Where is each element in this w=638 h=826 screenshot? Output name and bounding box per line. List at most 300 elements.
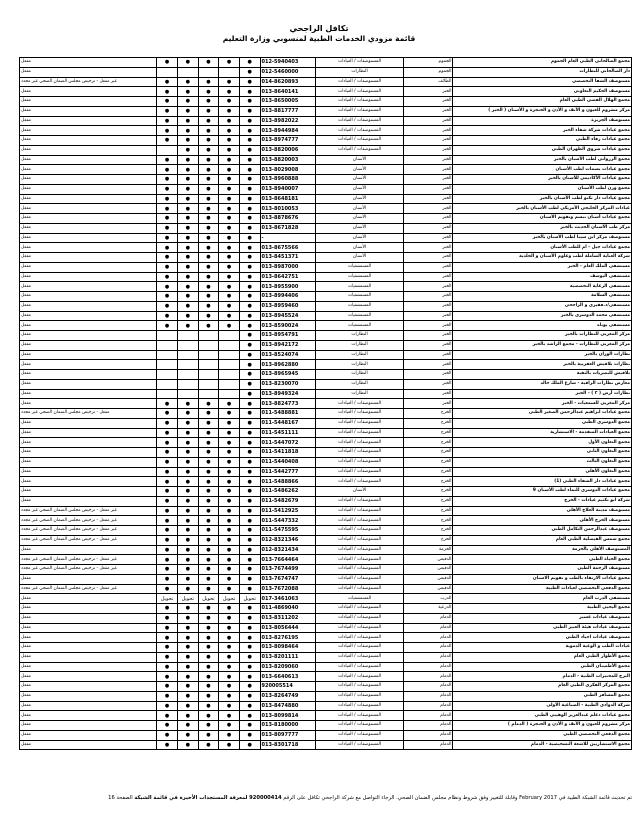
- table-row: [20, 418, 632, 428]
- provider-name: مجمع التعاون الأهلي: [453, 467, 632, 477]
- coverage-mark: ●: [239, 116, 260, 126]
- provider-type: المستشفيات: [316, 282, 404, 292]
- coverage-mark: ●: [198, 106, 219, 116]
- coverage-mark: ●: [177, 496, 198, 506]
- provider-status: غير مفعل - ترخيص مجلس الضمان الصحي غير مجدد: [20, 77, 157, 87]
- provider-type: الأسنان: [316, 204, 404, 214]
- table-row: [20, 194, 632, 204]
- provider-name: مركز طب الأسنان الحديث بالخبر: [453, 223, 632, 233]
- provider-phone: 011-5451111: [260, 428, 316, 438]
- coverage-mark: ●: [219, 292, 240, 302]
- provider-name: مركز مشروم للعيون و الأنف و الأذن و الحنجرة و الأسنان ( الخبر ): [453, 106, 632, 116]
- coverage-mark: ●: [177, 662, 198, 672]
- coverage-mark: ●: [219, 701, 240, 711]
- provider-type: المستوصفات / العيادات: [316, 565, 404, 575]
- coverage-mark: ●: [177, 740, 198, 750]
- table-row: [20, 106, 632, 116]
- provider-status: غير مفعل - ترخيص مجلس الضمان الصحي غير مجدد: [20, 584, 157, 594]
- provider-status: مفعل: [20, 662, 157, 672]
- provider-city: الدمام: [403, 701, 453, 711]
- provider-phone: 920005514: [260, 682, 316, 692]
- coverage-mark: ●: [177, 574, 198, 584]
- coverage-mark: ●: [157, 97, 178, 107]
- coverage-mark: [219, 360, 240, 370]
- provider-status: مفعل: [20, 223, 157, 233]
- provider-phone: 013-8982022: [260, 116, 316, 126]
- provider-city: الخبر: [403, 214, 453, 224]
- provider-city: الخبر: [403, 321, 453, 331]
- provider-status: مفعل: [20, 399, 157, 409]
- provider-type: المستوصفات / العيادات: [316, 691, 404, 701]
- table-row: [20, 535, 632, 545]
- provider-city: الخرج: [403, 438, 453, 448]
- coverage-mark: ●: [198, 643, 219, 653]
- provider-phone: 013-8959460: [260, 301, 316, 311]
- coverage-mark: ●: [157, 155, 178, 165]
- coverage-mark: ●: [177, 145, 198, 155]
- provider-type: المستوصفات / العيادات: [316, 418, 404, 428]
- provider-phone: 011-5448167: [260, 418, 316, 428]
- table-row: [20, 467, 632, 477]
- provider-type: المستوصفات / العيادات: [316, 58, 404, 68]
- coverage-mark: ●: [157, 428, 178, 438]
- provider-phone: 013-8817777: [260, 106, 316, 116]
- provider-name: مجمع الأطمينان الطبي: [453, 662, 632, 672]
- provider-type: النظارات: [316, 360, 404, 370]
- coverage-mark: ●: [177, 175, 198, 185]
- provider-name: مستوصف عبدالرحمن التكامل الطبي: [453, 526, 632, 536]
- coverage-mark: [177, 379, 198, 389]
- coverage-mark: ●: [157, 633, 178, 643]
- provider-name: مستشفى/د.فقيري و الراجحي: [453, 301, 632, 311]
- coverage-mark: ●: [177, 545, 198, 555]
- provider-phone: 013-8590024: [260, 321, 316, 331]
- coverage-mark: ●: [177, 292, 198, 302]
- coverage-mark: ●: [219, 97, 240, 107]
- provider-city: الخبر: [403, 165, 453, 175]
- coverage-mark: ●: [219, 145, 240, 155]
- coverage-mark: ●: [198, 652, 219, 662]
- coverage-mark: ●: [239, 399, 260, 409]
- provider-phone: 013-8987000: [260, 262, 316, 272]
- table-row: [20, 360, 632, 370]
- provider-type: المستوصفات / العيادات: [316, 428, 404, 438]
- provider-city: الدفيعي: [403, 565, 453, 575]
- coverage-mark: ●: [177, 204, 198, 214]
- coverage-mark: ●: [219, 282, 240, 292]
- provider-status: مفعل: [20, 633, 157, 643]
- coverage-mark: ●: [219, 496, 240, 506]
- provider-status: مفعل: [20, 730, 157, 740]
- coverage-mark: ●: [239, 633, 260, 643]
- table-row: [20, 691, 632, 701]
- provider-type: المستوصفات / العيادات: [316, 457, 404, 467]
- provider-type: المستوصفات / العيادات: [316, 574, 404, 584]
- provider-type: الأسنان: [316, 214, 404, 224]
- coverage-mark: ●: [239, 77, 260, 87]
- coverage-mark: ●: [177, 555, 198, 565]
- provider-phone: 013-8878676: [260, 214, 316, 224]
- coverage-mark: ●: [239, 165, 260, 175]
- coverage-mark: ●: [198, 399, 219, 409]
- provider-status: مفعل: [20, 350, 157, 360]
- coverage-mark: [219, 331, 240, 341]
- provider-type: المستوصفات / العيادات: [316, 126, 404, 136]
- provider-status: مفعل: [20, 477, 157, 487]
- coverage-mark: [198, 331, 219, 341]
- coverage-mark: ●: [157, 584, 178, 594]
- coverage-mark: ●: [157, 730, 178, 740]
- provider-name: عيادات الطب و الوعية الدموية: [453, 643, 632, 653]
- provider-type: المستوصفات / العيادات: [316, 662, 404, 672]
- coverage-mark: ●: [198, 730, 219, 740]
- provider-phone: 013-8955900: [260, 282, 316, 292]
- provider-status: مفعل: [20, 243, 157, 253]
- coverage-mark: ●: [157, 116, 178, 126]
- coverage-mark: ●: [198, 292, 219, 302]
- coverage-mark: [198, 67, 219, 77]
- coverage-mark: ●: [198, 282, 219, 292]
- coverage-mark: ●: [177, 58, 198, 68]
- footer-text-2: لمعرفة المستجدات الأخيرة في قائمة الشبكة: [134, 795, 248, 801]
- provider-city: الدمام: [403, 691, 453, 701]
- table-row: [20, 262, 632, 272]
- provider-status: مفعل: [20, 331, 157, 341]
- provider-type: المستوصفات / العيادات: [316, 448, 404, 458]
- table-row: [20, 584, 632, 594]
- provider-city: الخرج: [403, 418, 453, 428]
- provider-phone: 013-8099814: [260, 711, 316, 721]
- provider-name: مجمع الدوسري الطبي: [453, 418, 632, 428]
- provider-type: المستوصفات / العيادات: [316, 526, 404, 536]
- provider-city: الخبر: [403, 282, 453, 292]
- coverage-mark: ●: [239, 409, 260, 419]
- table-row: [20, 682, 632, 692]
- coverage-mark: ●: [219, 711, 240, 721]
- provider-status: مفعل: [20, 672, 157, 682]
- coverage-mark: تحويل: [198, 594, 219, 604]
- coverage-mark: [198, 340, 219, 350]
- coverage-mark: ●: [239, 340, 260, 350]
- provider-city: الخبر: [403, 301, 453, 311]
- coverage-mark: ●: [157, 565, 178, 575]
- provider-status: مفعل: [20, 292, 157, 302]
- provider-name: مستشفى الدرب العام: [453, 594, 632, 604]
- coverage-mark: ●: [239, 730, 260, 740]
- coverage-mark: ●: [198, 116, 219, 126]
- coverage-mark: ●: [177, 477, 198, 487]
- coverage-mark: ●: [157, 652, 178, 662]
- provider-status: مفعل: [20, 301, 157, 311]
- provider-status: مفعل: [20, 106, 157, 116]
- provider-status: غير مفعل - ترخيص مجلس الضمان الصحي غير مجدد: [20, 526, 157, 536]
- coverage-mark: ●: [239, 321, 260, 331]
- coverage-mark: ●: [157, 555, 178, 565]
- provider-city: الخبر: [403, 136, 453, 146]
- provider-status: غير مفعل - ترخيص مجلس الضمان الصحي غير مجدد: [20, 516, 157, 526]
- provider-type: المستشفيات: [316, 262, 404, 272]
- provider-phone: 011-5447332: [260, 516, 316, 526]
- coverage-mark: [177, 331, 198, 341]
- coverage-mark: ●: [198, 223, 219, 233]
- provider-name: مجمع عيادات دار الشفاء الطبي (1): [453, 477, 632, 487]
- provider-type: المستوصفات / العيادات: [316, 506, 404, 516]
- provider-name: مجمع عيادات جيل - ام للطب الأسنان: [453, 243, 632, 253]
- coverage-mark: ●: [157, 321, 178, 331]
- provider-phone: 013-8648181: [260, 194, 316, 204]
- coverage-mark: ●: [157, 448, 178, 458]
- provider-phone: 013-8940007: [260, 184, 316, 194]
- provider-city: الخبر: [403, 370, 453, 380]
- table-row: [20, 311, 632, 321]
- provider-phone: 013-8642751: [260, 272, 316, 282]
- provider-name: مستوصف الجزيرة: [453, 116, 632, 126]
- provider-status: مفعل: [20, 496, 157, 506]
- provider-name: مستوصف الخرج الأهلي: [453, 516, 632, 526]
- provider-name: مجمع الهلال الفضي الطبي العام: [453, 97, 632, 107]
- coverage-mark: ●: [198, 633, 219, 643]
- coverage-mark: ●: [219, 155, 240, 165]
- table-row: [20, 721, 632, 731]
- provider-type: المستوصفات / العيادات: [316, 613, 404, 623]
- provider-phone: 013-8965945: [260, 370, 316, 380]
- provider-city: الخبر: [403, 379, 453, 389]
- provider-city: الخبر: [403, 389, 453, 399]
- provider-phone: 011-5488881: [260, 409, 316, 419]
- provider-name: عيادات المركز الخليجي الأمريكي لطب الأسنان بالخبر: [453, 204, 632, 214]
- provider-phone: 012-8321346: [260, 535, 316, 545]
- provider-phone: 013-8301718: [260, 740, 316, 750]
- provider-status: غير مفعل - ترخيص مجلس الضمان الصحي غير مجدد: [20, 555, 157, 565]
- provider-city: الخرمة: [403, 545, 453, 555]
- provider-city: الخبر: [403, 399, 453, 409]
- coverage-mark: ●: [219, 253, 240, 263]
- coverage-mark: ●: [177, 643, 198, 653]
- coverage-mark: ●: [219, 467, 240, 477]
- provider-city: الخبر: [403, 262, 453, 272]
- provider-phone: -: [260, 233, 316, 243]
- provider-phone: 013-8098464: [260, 643, 316, 653]
- provider-type: المستوصفات / العيادات: [316, 399, 404, 409]
- coverage-mark: ●: [177, 506, 198, 516]
- coverage-mark: ●: [219, 672, 240, 682]
- provider-type: المستشفيات: [316, 311, 404, 321]
- provider-type: النظارات: [316, 340, 404, 350]
- provider-phone: 013-8671828: [260, 223, 316, 233]
- coverage-mark: ●: [198, 77, 219, 87]
- provider-type: المستوصفات / العيادات: [316, 711, 404, 721]
- coverage-mark: ●: [239, 623, 260, 633]
- provider-phone: 012-8321434: [260, 545, 316, 555]
- coverage-mark: ●: [157, 175, 178, 185]
- provider-status: مفعل: [20, 311, 157, 321]
- coverage-mark: ●: [239, 418, 260, 428]
- provider-city: الطائف: [403, 77, 453, 87]
- coverage-mark: ●: [157, 126, 178, 136]
- provider-status: مفعل: [20, 418, 157, 428]
- coverage-mark: ●: [198, 184, 219, 194]
- table-row: [20, 662, 632, 672]
- provider-name: مستشفى محمد الدوسري بالخبر: [453, 311, 632, 321]
- coverage-mark: ●: [219, 165, 240, 175]
- provider-name: مركز المغربي للنظارات بالخبر: [453, 331, 632, 341]
- provider-phone: 011-5486262: [260, 487, 316, 497]
- provider-phone: 011-5440408: [260, 457, 316, 467]
- coverage-mark: ●: [177, 106, 198, 116]
- coverage-mark: [219, 389, 240, 399]
- provider-phone: 013-8949324: [260, 389, 316, 399]
- coverage-mark: ●: [157, 574, 178, 584]
- coverage-mark: ●: [219, 175, 240, 185]
- coverage-mark: ●: [239, 662, 260, 672]
- coverage-mark: ●: [157, 418, 178, 428]
- provider-city: الدمام: [403, 633, 453, 643]
- coverage-mark: ●: [239, 145, 260, 155]
- coverage-mark: ●: [239, 506, 260, 516]
- coverage-mark: ●: [157, 662, 178, 672]
- provider-type: المستشفيات: [316, 272, 404, 282]
- table-row: [20, 77, 632, 87]
- coverage-mark: ●: [219, 116, 240, 126]
- provider-city: الخبر: [403, 350, 453, 360]
- provider-name: مجمع عيادات أسنان تبسم وتقويم الأسنان: [453, 214, 632, 224]
- provider-type: المستوصفات / العيادات: [316, 477, 404, 487]
- coverage-mark: ●: [198, 136, 219, 146]
- coverage-mark: ●: [157, 58, 178, 68]
- provider-status: مفعل: [20, 682, 157, 692]
- coverage-mark: ●: [157, 87, 178, 97]
- table-row: [20, 350, 632, 360]
- provider-phone: 013-8201111: [260, 652, 316, 662]
- coverage-mark: [157, 370, 178, 380]
- coverage-mark: ●: [157, 194, 178, 204]
- coverage-mark: ●: [177, 691, 198, 701]
- table-row: [20, 204, 632, 214]
- table-row: [20, 399, 632, 409]
- provider-phone: 011-5482679: [260, 496, 316, 506]
- coverage-mark: ●: [177, 457, 198, 467]
- provider-name: مجمع وزن لطب الأسنان: [453, 184, 632, 194]
- coverage-mark: ●: [239, 711, 260, 721]
- coverage-mark: ●: [198, 438, 219, 448]
- provider-name: مستوصف عيادات اجياد الطبي: [453, 633, 632, 643]
- provider-phone: 011-5488866: [260, 477, 316, 487]
- coverage-mark: ●: [198, 701, 219, 711]
- provider-status: مفعل: [20, 126, 157, 136]
- table-row: [20, 701, 632, 711]
- provider-city: الخبر: [403, 155, 453, 165]
- coverage-mark: ●: [219, 126, 240, 136]
- provider-type: الأسنان: [316, 233, 404, 243]
- coverage-mark: ●: [157, 643, 178, 653]
- coverage-mark: ●: [157, 535, 178, 545]
- table-row: [20, 145, 632, 155]
- coverage-mark: ●: [219, 652, 240, 662]
- provider-name: مجمع العيادات المتقدمة - الاستشارية: [453, 428, 632, 438]
- company-name: تكافل الراجحي: [289, 24, 349, 33]
- provider-city: الجموم: [403, 58, 453, 68]
- provider-phone: 011-4869040: [260, 604, 316, 614]
- coverage-mark: ●: [239, 555, 260, 565]
- provider-type: المستوصفات / العيادات: [316, 672, 404, 682]
- provider-status: مفعل: [20, 155, 157, 165]
- coverage-mark: ●: [239, 272, 260, 282]
- coverage-mark: ●: [177, 126, 198, 136]
- coverage-mark: ●: [239, 545, 260, 555]
- coverage-mark: ●: [177, 604, 198, 614]
- coverage-mark: ●: [219, 730, 240, 740]
- coverage-mark: ●: [177, 155, 198, 165]
- table-row: [20, 438, 632, 448]
- provider-name: مجمع عيادات دعلم عبدالعزيز الوهيبي الطبي: [453, 711, 632, 721]
- providers-table-body: [20, 58, 632, 750]
- coverage-mark: ●: [177, 409, 198, 419]
- provider-city: الخبر: [403, 340, 453, 350]
- provider-type: المستوصفات / العيادات: [316, 643, 404, 653]
- coverage-mark: ●: [239, 282, 260, 292]
- coverage-mark: تحويل: [239, 594, 260, 604]
- table-row: [20, 389, 632, 399]
- provider-type: المستوصفات / العيادات: [316, 116, 404, 126]
- coverage-mark: ●: [239, 672, 260, 682]
- coverage-mark: ●: [157, 672, 178, 682]
- coverage-mark: ●: [177, 243, 198, 253]
- coverage-mark: ●: [157, 223, 178, 233]
- coverage-mark: ●: [219, 418, 240, 428]
- coverage-mark: ●: [177, 652, 198, 662]
- coverage-mark: ●: [157, 165, 178, 175]
- coverage-mark: ●: [157, 301, 178, 311]
- provider-city: الخبر: [403, 126, 453, 136]
- coverage-mark: ●: [219, 457, 240, 467]
- coverage-mark: ●: [157, 204, 178, 214]
- coverage-mark: ●: [219, 487, 240, 497]
- provider-city: الخرج: [403, 496, 453, 506]
- provider-status: مفعل: [20, 604, 157, 614]
- provider-type: الأسنان: [316, 487, 404, 497]
- coverage-mark: ●: [198, 672, 219, 682]
- provider-status: مفعل: [20, 623, 157, 633]
- coverage-mark: ●: [177, 87, 198, 97]
- provider-name: مستشفى يوناه: [453, 321, 632, 331]
- coverage-mark: ●: [239, 457, 260, 467]
- provider-city: الجموم: [403, 67, 453, 77]
- provider-type: المستوصفات / العيادات: [316, 604, 404, 614]
- table-row: [20, 496, 632, 506]
- provider-type: المستوصفات / العيادات: [316, 467, 404, 477]
- coverage-mark: [157, 379, 178, 389]
- coverage-mark: ●: [177, 516, 198, 526]
- provider-type: المستوصفات / العيادات: [316, 535, 404, 545]
- document-title: قائمة مزودي الخدمات الطبية لمنسوبي وزارة التعليم: [222, 34, 416, 43]
- provider-city: الخبر: [403, 272, 453, 282]
- coverage-mark: ●: [239, 253, 260, 263]
- table-row: [20, 223, 632, 233]
- provider-name: نظارات بلاقيش العقربية بالخبر: [453, 360, 632, 370]
- table-row: [20, 253, 632, 263]
- provider-type: المستوصفات / العيادات: [316, 516, 404, 526]
- table-row: [20, 613, 632, 623]
- coverage-mark: ●: [198, 262, 219, 272]
- table-row: [20, 643, 632, 653]
- provider-status: مفعل: [20, 438, 157, 448]
- coverage-mark: ●: [239, 350, 260, 360]
- provider-status: مفعل: [20, 145, 157, 155]
- table-row: [20, 487, 632, 497]
- provider-type: النظارات: [316, 370, 404, 380]
- coverage-mark: ●: [239, 194, 260, 204]
- coverage-mark: ●: [219, 574, 240, 584]
